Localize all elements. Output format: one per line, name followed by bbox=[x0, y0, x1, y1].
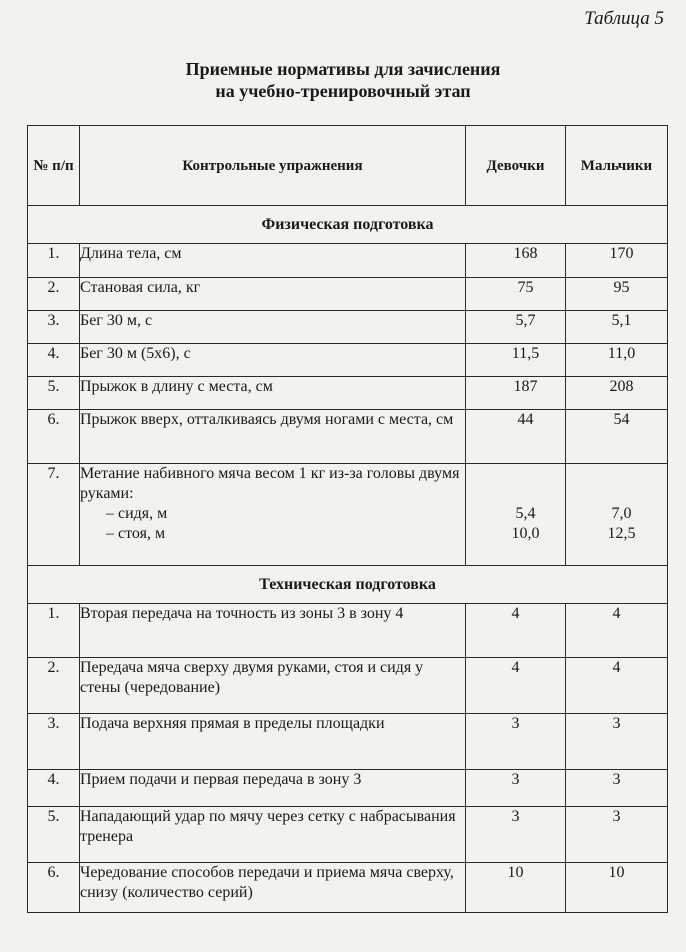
table-header-row bbox=[28, 126, 668, 206]
row-num: 6. bbox=[28, 863, 80, 913]
table-row bbox=[28, 770, 668, 807]
row-girls-value: 5,7 bbox=[466, 311, 566, 344]
boys-value-sitting: 7,0 bbox=[611, 505, 632, 522]
row-exercise: Нападающий удар по мячу через сетку с набрасывания тренера bbox=[80, 807, 466, 863]
row-boys-value: 4 bbox=[566, 658, 668, 714]
row-exercise: Бег 30 м, с bbox=[80, 311, 466, 344]
header-exercise: Контрольные упражнения bbox=[80, 126, 466, 206]
row-girls-value: 3 bbox=[466, 807, 566, 863]
row-exercise: Прыжок вверх, отталкиваясь двумя ногами с места, см bbox=[80, 410, 466, 464]
header-girls: Девочки bbox=[466, 126, 566, 206]
row-boys-value: 170 bbox=[566, 244, 668, 278]
row-num: 2. bbox=[28, 658, 80, 714]
table-row bbox=[28, 464, 668, 566]
row-boys-value: 208 bbox=[566, 377, 668, 410]
row-girls-value: 75 bbox=[466, 278, 566, 311]
row-exercise: Вторая передача на точность из зоны 3 в зону 4 bbox=[80, 604, 466, 658]
table-title-line-1: Приемные нормативы для зачисления bbox=[185, 59, 501, 79]
row-girls-value: 44 bbox=[466, 410, 566, 464]
row-num: 7. bbox=[28, 464, 80, 566]
section-title-physical: Физическая подготовка bbox=[28, 206, 668, 244]
section-row-physical bbox=[28, 206, 668, 244]
boys-value-standing: 12,5 bbox=[607, 525, 636, 542]
row-girls-value: 3 bbox=[466, 770, 566, 807]
row-exercise: Бег 30 м (5х6), с bbox=[80, 344, 466, 377]
row-boys-value bbox=[566, 464, 668, 566]
row-girls-value: 3 bbox=[466, 714, 566, 770]
row-num: 1. bbox=[28, 244, 80, 278]
table-row bbox=[28, 714, 668, 770]
row-girls-value: 4 bbox=[466, 604, 566, 658]
row-boys-value: 3 bbox=[566, 770, 668, 807]
girls-value-sitting: 5,4 bbox=[515, 505, 536, 522]
section-title-technical: Техническая подготовка bbox=[28, 566, 668, 604]
table-row bbox=[28, 604, 668, 658]
row-exercise-text: Метание набивного мяча весом 1 кг из-за головы двумя руками: bbox=[80, 465, 460, 502]
table-row bbox=[28, 377, 668, 410]
row-exercise: Длина тела, см bbox=[80, 244, 466, 278]
header-boys: Мальчики bbox=[566, 126, 668, 206]
row-num: 4. bbox=[28, 770, 80, 807]
row-girls-value: 11,5 bbox=[466, 344, 566, 377]
row-girls-value: 168 bbox=[466, 244, 566, 278]
row-num: 5. bbox=[28, 807, 80, 863]
row-girls-value: 187 bbox=[466, 377, 566, 410]
table-row bbox=[28, 658, 668, 714]
row-girls-value bbox=[466, 464, 566, 566]
table-row bbox=[28, 807, 668, 863]
table-row bbox=[28, 278, 668, 311]
row-num: 1. bbox=[28, 604, 80, 658]
row-boys-value: 54 bbox=[566, 410, 668, 464]
row-num: 6. bbox=[28, 410, 80, 464]
row-exercise: Становая сила, кг bbox=[80, 278, 466, 311]
row-boys-value: 4 bbox=[566, 604, 668, 658]
row-sub-item-sitting: – сидя, м bbox=[106, 505, 168, 522]
row-boys-value: 3 bbox=[566, 807, 668, 863]
row-exercise: Передача мяча сверху двумя руками, стоя и сидя у стены (чередование) bbox=[80, 658, 466, 714]
row-boys-value: 10 bbox=[566, 863, 668, 913]
girls-value-standing: 10,0 bbox=[511, 525, 540, 542]
row-girls-value: 10 bbox=[466, 863, 566, 913]
row-num: 3. bbox=[28, 714, 80, 770]
row-boys-value: 3 bbox=[566, 714, 668, 770]
table-row bbox=[28, 344, 668, 377]
row-num: 5. bbox=[28, 377, 80, 410]
table-row bbox=[28, 863, 668, 913]
row-exercise: Прыжок в длину с места, см bbox=[80, 377, 466, 410]
standards-table bbox=[27, 125, 668, 913]
row-exercise: Прием подачи и первая передача в зону 3 bbox=[80, 770, 466, 807]
row-boys-value: 5,1 bbox=[566, 311, 668, 344]
row-exercise: Подача верхняя прямая в пределы площадки bbox=[80, 714, 466, 770]
table-title-line-2: на учебно-тренировочный этап bbox=[215, 81, 471, 101]
row-boys-value: 95 bbox=[566, 278, 668, 311]
row-exercise: Чередование способов передачи и приема мяча сверху, снизу (количество серий) bbox=[80, 863, 466, 913]
table-number-label: Таблица 5 bbox=[584, 8, 664, 29]
row-num: 2. bbox=[28, 278, 80, 311]
header-num: № п/п bbox=[28, 126, 80, 206]
row-num: 3. bbox=[28, 311, 80, 344]
table-row bbox=[28, 244, 668, 278]
table-row bbox=[28, 410, 668, 464]
row-exercise bbox=[80, 464, 466, 566]
section-row-technical bbox=[28, 566, 668, 604]
row-num: 4. bbox=[28, 344, 80, 377]
table-row bbox=[28, 311, 668, 344]
row-sub-item-standing: – стоя, м bbox=[106, 525, 166, 542]
row-boys-value: 11,0 bbox=[566, 344, 668, 377]
row-girls-value: 4 bbox=[466, 658, 566, 714]
